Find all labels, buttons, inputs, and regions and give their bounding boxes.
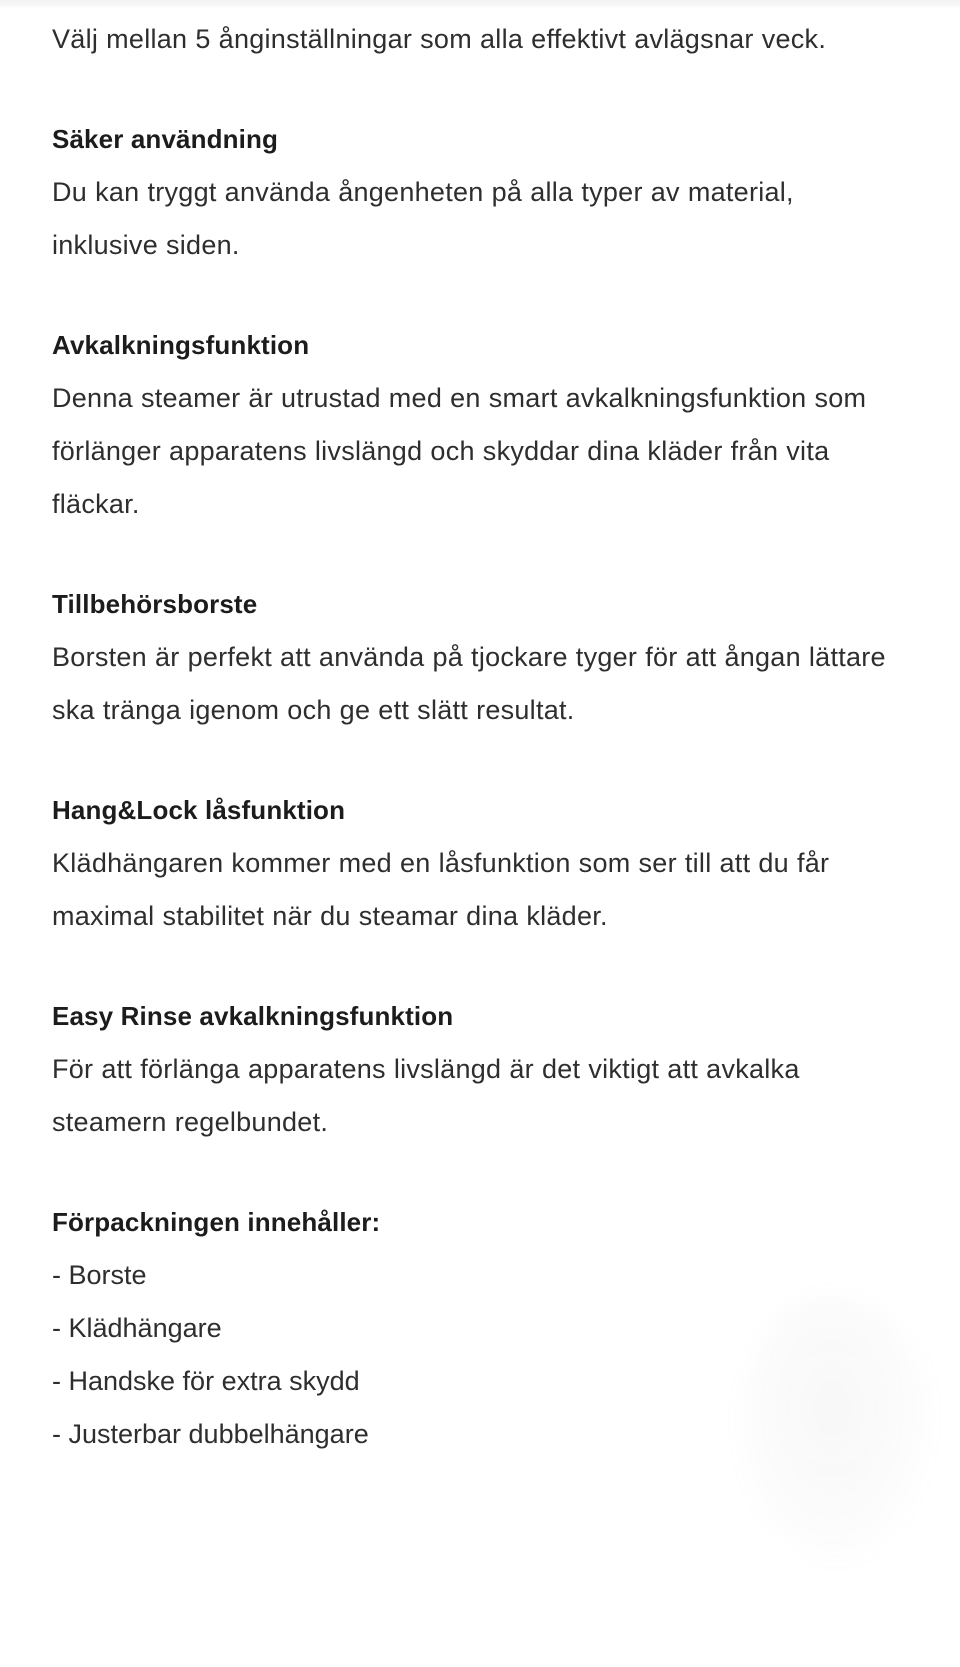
section-heading: Easy Rinse avkalkningsfunktion [52, 1001, 454, 1031]
section-package-contents [52, 1196, 892, 1461]
description-content [52, 0, 892, 1461]
section-heading: Avkalkningsfunktion [52, 330, 310, 360]
section-heading: Hang&Lock låsfunktion [52, 795, 346, 825]
package-contents-heading: Förpackningen innehåller: [52, 1207, 381, 1237]
section-body: Denna steamer är utrustad med en smart avkalkningsfunktion som förlänger apparatens livslängd och skyddar dina kläder från vita fläckar. [52, 383, 867, 519]
list-item: - Handske för extra skydd [52, 1366, 360, 1396]
list-item: - Klädhängare [52, 1313, 222, 1343]
section-avkalkningsfunktion [52, 319, 892, 531]
section-hang-and-lock [52, 784, 892, 943]
list-item: - Justerbar dubbelhängare [52, 1419, 369, 1449]
section-body: För att förlänga apparatens livslängd är det viktigt att avkalka steamern regelbundet. [52, 1054, 800, 1137]
list-item: - Borste [52, 1260, 147, 1290]
section-saker-anvandning [52, 113, 892, 272]
section-body: Klädhängaren kommer med en låsfunktion som ser till att du får maximal stabilitet när du steamar dina kläder. [52, 848, 830, 931]
lead-paragraph: Välj mellan 5 ånginställningar som alla effektivt avlägsnar veck. [52, 24, 827, 54]
section-tillbehorsborste [52, 578, 892, 737]
section-easy-rinse [52, 990, 892, 1149]
section-body: Du kan tryggt använda ångenheten på alla typer av material, inklusive siden. [52, 177, 794, 260]
section-heading: Säker användning [52, 124, 279, 154]
section-heading: Tillbehörsborste [52, 589, 258, 619]
package-contents-list [52, 1249, 892, 1461]
lead-block [52, 0, 892, 66]
section-body: Borsten är perfekt att använda på tjockare tyger för att ångan lättare ska tränga igenom och ge ett slätt resultat. [52, 642, 886, 725]
